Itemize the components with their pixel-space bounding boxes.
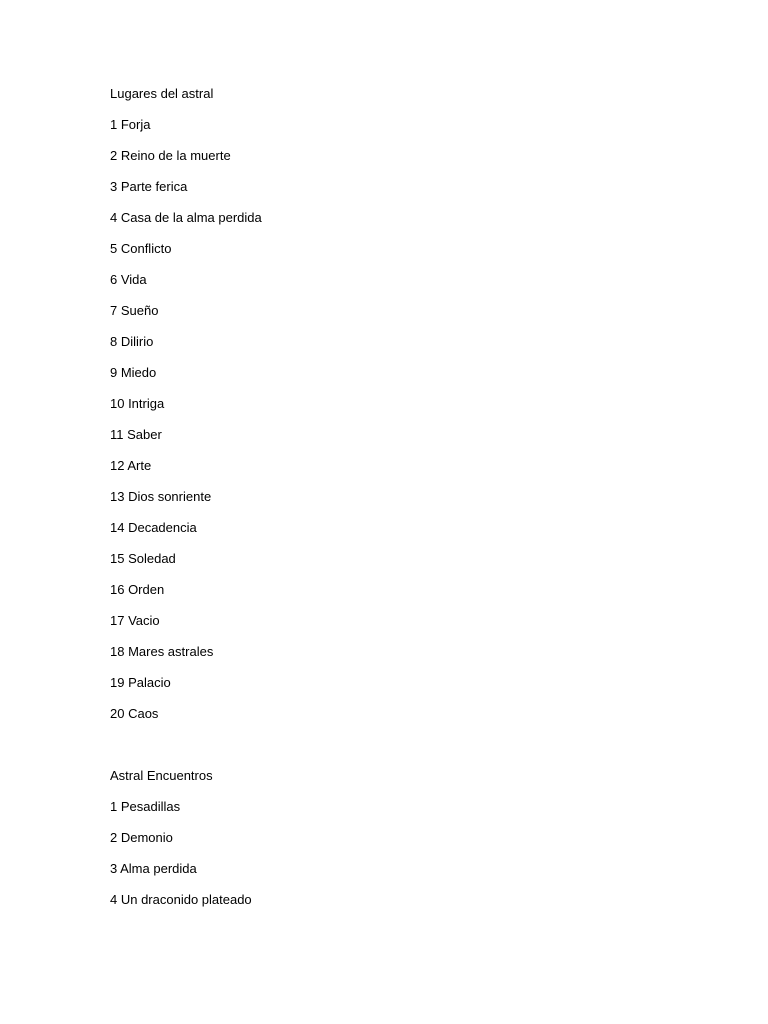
lugar-item-12: 12 Arte (110, 458, 152, 473)
lugar-item-15: 15 Soledad (110, 551, 176, 566)
encuentros-list (110, 799, 670, 908)
lugar-item-5: 5 Conflicto (110, 241, 172, 256)
encuentro-item-4: 4 Un draconido plateado (110, 892, 252, 907)
lugar-item-7: 7 Sueño (110, 303, 159, 318)
encuentro-item-2: 2 Demonio (110, 830, 173, 845)
encuentro-item-1: 1 Pesadillas (110, 799, 181, 814)
lugar-item-8: 8 Dilirio (110, 334, 154, 349)
lugares-list (110, 117, 670, 722)
lugar-item-9: 9 Miedo (110, 365, 157, 380)
lugar-item-4: 4 Casa de la alma perdida (110, 210, 262, 225)
document-body (110, 86, 670, 923)
section-heading-encuentros: Astral Encuentros (110, 768, 213, 783)
lugar-item-2: 2 Reino de la muerte (110, 148, 231, 163)
lugar-item-19: 19 Palacio (110, 675, 171, 690)
section-heading-lugares: Lugares del astral (110, 86, 214, 101)
lugar-item-11: 11 Saber (110, 427, 162, 442)
blank-line (110, 737, 670, 768)
encuentro-item-3: 3 Alma perdida (110, 861, 197, 876)
lugar-item-20: 20 Caos (110, 706, 159, 721)
lugar-item-10: 10 Intriga (110, 396, 165, 411)
lugar-item-18: 18 Mares astrales (110, 644, 214, 659)
lugar-item-14: 14 Decadencia (110, 520, 197, 535)
lugar-item-3: 3 Parte ferica (110, 179, 188, 194)
lugar-item-17: 17 Vacio (110, 613, 160, 628)
lugar-item-13: 13 Dios sonriente (110, 489, 212, 504)
lugar-item-16: 16 Orden (110, 582, 165, 597)
lugar-item-1: 1 Forja (110, 117, 151, 132)
lugar-item-6: 6 Vida (110, 272, 147, 287)
